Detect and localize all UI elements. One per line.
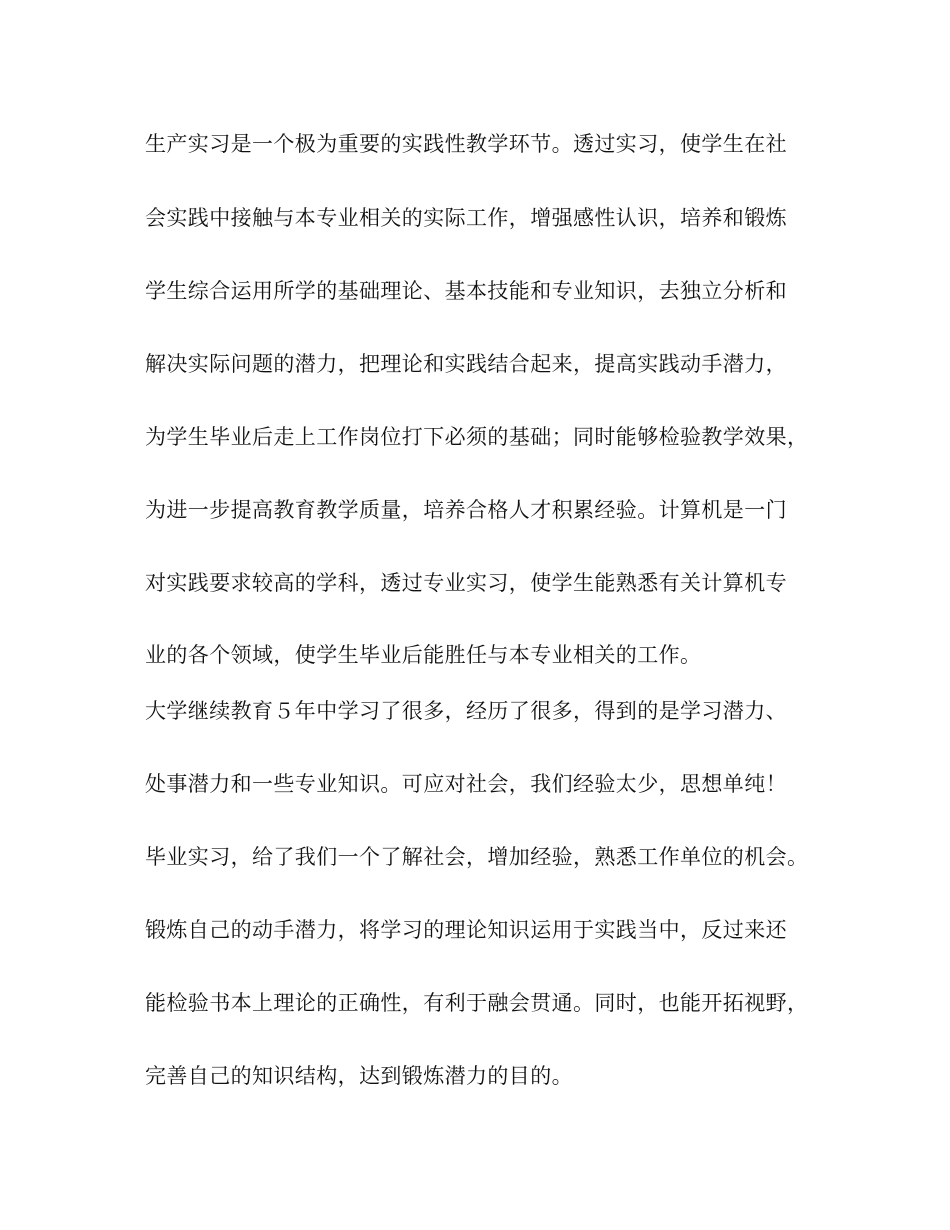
text-line: 大学继续教育５年中学习了很多，经历了很多，得到的是学习潜力、: [145, 699, 787, 723]
text-line: 毕业实习，给了我们一个了解社会，增加经验，熟悉工作单位的机会。: [145, 845, 809, 869]
text-line: 能检验书本上理论的正确性，有利于融会贯通。同时，也能开拓视野，: [145, 991, 809, 1015]
text-line: 为进一步提高教育教学质量，培养合格人才积累经验。计算机是一门: [145, 498, 787, 522]
text-line: 完善自己的知识结构，达到锻炼潜力的目的。: [145, 1064, 573, 1088]
text-line: 学生综合运用所学的基础理论、基本技能和专业知识，去独立分析和: [145, 279, 787, 303]
text-line: 为学生毕业后走上工作岗位打下必须的基础；同时能够检验教学效果，: [145, 425, 809, 449]
text-line: 会实践中接触与本专业相关的实际工作，增强感性认识，培养和锻炼: [145, 206, 787, 230]
text-line: 对实践要求较高的学科，透过专业实习，使学生能熟悉有关计算机专: [145, 571, 787, 595]
text-line: 锻炼自己的动手潜力，将学习的理论知识运用于实践当中，反过来还: [145, 918, 787, 942]
text-line: 生产实习是一个极为重要的实践性教学环节。透过实习，使学生在社: [145, 132, 787, 156]
text-line: 业的各个领域，使学生毕业后能胜任与本专业相关的工作。: [145, 643, 702, 667]
text-line: 解决实际问题的潜力，把理论和实践结合起来，提高实践动手潜力，: [145, 352, 787, 376]
text-line: 处事潜力和一些专业知识。可应对社会，我们经验太少，思想单纯！: [145, 772, 787, 796]
